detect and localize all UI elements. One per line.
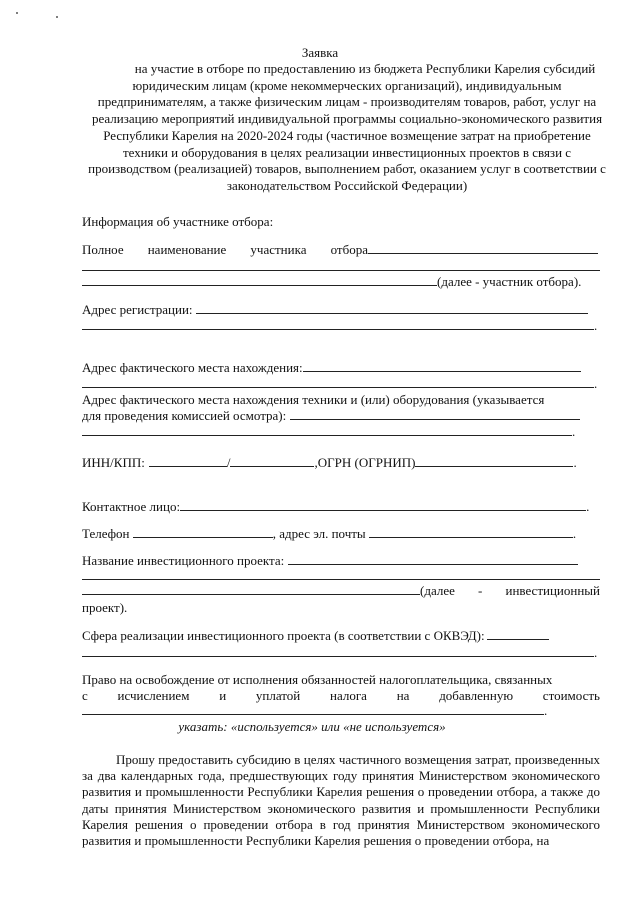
kpp-field[interactable]: [230, 455, 314, 467]
actual-address-label: Адрес фактического места нахождения:: [82, 360, 303, 375]
period: .: [594, 318, 598, 333]
document-title: Заявка: [301, 45, 339, 60]
full-name-field-3[interactable]: [82, 274, 437, 286]
vat-field-row: [82, 703, 600, 719]
participant-row: [82, 274, 600, 290]
contact-label: Контактное лицо:: [82, 499, 181, 514]
actual-address-field-2[interactable]: [82, 376, 594, 388]
email-label: , адрес эл. почты: [272, 526, 366, 541]
project-note-end: проект).: [82, 600, 128, 615]
phone-row: [82, 526, 600, 542]
project-name-field-3[interactable]: [82, 583, 420, 595]
okved-field[interactable]: [487, 628, 549, 640]
section-heading: Информация об участнике отбора:: [82, 214, 274, 229]
note-word: -: [478, 583, 483, 598]
vat-row-2: [82, 688, 600, 704]
equipment-address-row-2: [82, 408, 600, 424]
equipment-address-field[interactable]: [290, 408, 580, 420]
project-name-label: Название инвестиционного проекта:: [82, 553, 285, 568]
actual-address-field[interactable]: [303, 360, 581, 372]
label-word: отбора: [330, 242, 368, 257]
vat-word: и: [219, 688, 227, 703]
project-name-line-2[interactable]: [82, 579, 600, 580]
project-name-row: [82, 553, 600, 569]
note-word: инвестиционный: [505, 583, 600, 598]
ogrn-field[interactable]: [415, 455, 573, 467]
vat-field[interactable]: [82, 703, 544, 715]
label-word: участника: [250, 242, 307, 257]
vat-word: налога: [330, 688, 367, 703]
contact-field[interactable]: [180, 499, 586, 511]
vat-word: с: [82, 688, 88, 703]
inn-kpp-label: ИНН/КПП:: [82, 455, 145, 470]
period: .: [594, 645, 598, 660]
scan-speck: [16, 12, 18, 14]
phone-field[interactable]: [133, 526, 273, 538]
reg-address-field-2[interactable]: [82, 318, 594, 330]
label-word: Полное: [82, 242, 124, 257]
actual-address-row: [82, 360, 600, 376]
okved-label: Сфера реализации инвестиционного проекта (в соответствии с ОКВЭД):: [82, 628, 485, 643]
full-name-row: [82, 242, 600, 258]
reg-address-row: [82, 302, 600, 318]
reg-address-field[interactable]: [196, 302, 588, 314]
inn-row: [82, 455, 600, 471]
reg-address-label: Адрес регистрации:: [82, 302, 193, 317]
equipment-address-row-3: [82, 424, 600, 440]
label-word: наименование: [147, 242, 227, 257]
vat-word: стоимость: [542, 688, 600, 703]
email-field[interactable]: [369, 526, 573, 538]
equipment-address-label: для проведения комиссией осмотра):: [82, 408, 287, 423]
period: .: [594, 376, 598, 391]
vat-hint: указать: «используется» или «не используется»: [178, 719, 446, 734]
note-word: (далее: [420, 583, 455, 598]
project-note-row: [82, 583, 600, 599]
scan-speck: [56, 16, 58, 18]
vat-word: добавленную: [439, 688, 514, 703]
equipment-address-field-2[interactable]: [82, 424, 572, 436]
project-name-field[interactable]: [288, 553, 578, 565]
period: .: [572, 526, 577, 541]
slash: /: [226, 455, 231, 470]
full-name-field[interactable]: [368, 242, 598, 254]
okved-row: [82, 628, 600, 644]
document-subtitle: на участие в отборе по предоставлению из бюджета Республики Карелия субсидий юридическим лицам (кроме некоммерческих организаций), индивидуальным предпринимателям, а также физическим лицам - производителям товаров, работ, услуг на реализацию мероприятий индивидуальной программы социально-экономического развития Республики Карелия на 2020-2024 годы (частичное возмещение затрат на приобретение техники и оборудования в целях реализации инвестиционных проектов в связи с производством (реализацией) товаров, выполнением работ, оказанием услуг в соответствии с законодательством Российской Федерации): [88, 61, 606, 193]
equipment-address-row: Адрес фактического места нахождения техники и (или) оборудования (указывается: [82, 392, 545, 407]
participant-note: (далее - участник отбора).: [437, 274, 582, 289]
inn-field[interactable]: [149, 455, 227, 467]
actual-address-row-2: [82, 376, 600, 392]
full-name-line-2[interactable]: [82, 270, 600, 271]
request-paragraph: Прошу предоставить субсидию в целях частичного возмещения затрат, произведенных за два календарных года, предшествующих году принятия Министерством экономического развития и промышленности Республики Карелия решения о проведении отбора, а также до даты принятия Министерством экономического развития и промышленности Республики Карелия решения о проведении отбора в год принятия Министерством экономического развития и промышленности Республики Карелия решения о проведении отбора, на: [82, 752, 600, 849]
vat-word: на: [396, 688, 410, 703]
contact-row: [82, 499, 600, 515]
vat-word: уплатой: [255, 688, 301, 703]
reg-address-row-2: [82, 318, 600, 334]
vat-row-1: Право на освобождение от исполнения обязанностей налогоплательщика, связанных: [82, 672, 553, 687]
period: .: [572, 424, 576, 439]
period: .: [573, 455, 577, 470]
okved-field-2[interactable]: [82, 645, 594, 657]
ogrn-label: ,ОГРН (ОГРНИП): [314, 455, 416, 470]
period: .: [586, 499, 590, 514]
vat-word: исчислением: [117, 688, 190, 703]
phone-label: Телефон: [82, 526, 130, 541]
period: .: [544, 703, 548, 718]
okved-row-2: [82, 645, 600, 661]
